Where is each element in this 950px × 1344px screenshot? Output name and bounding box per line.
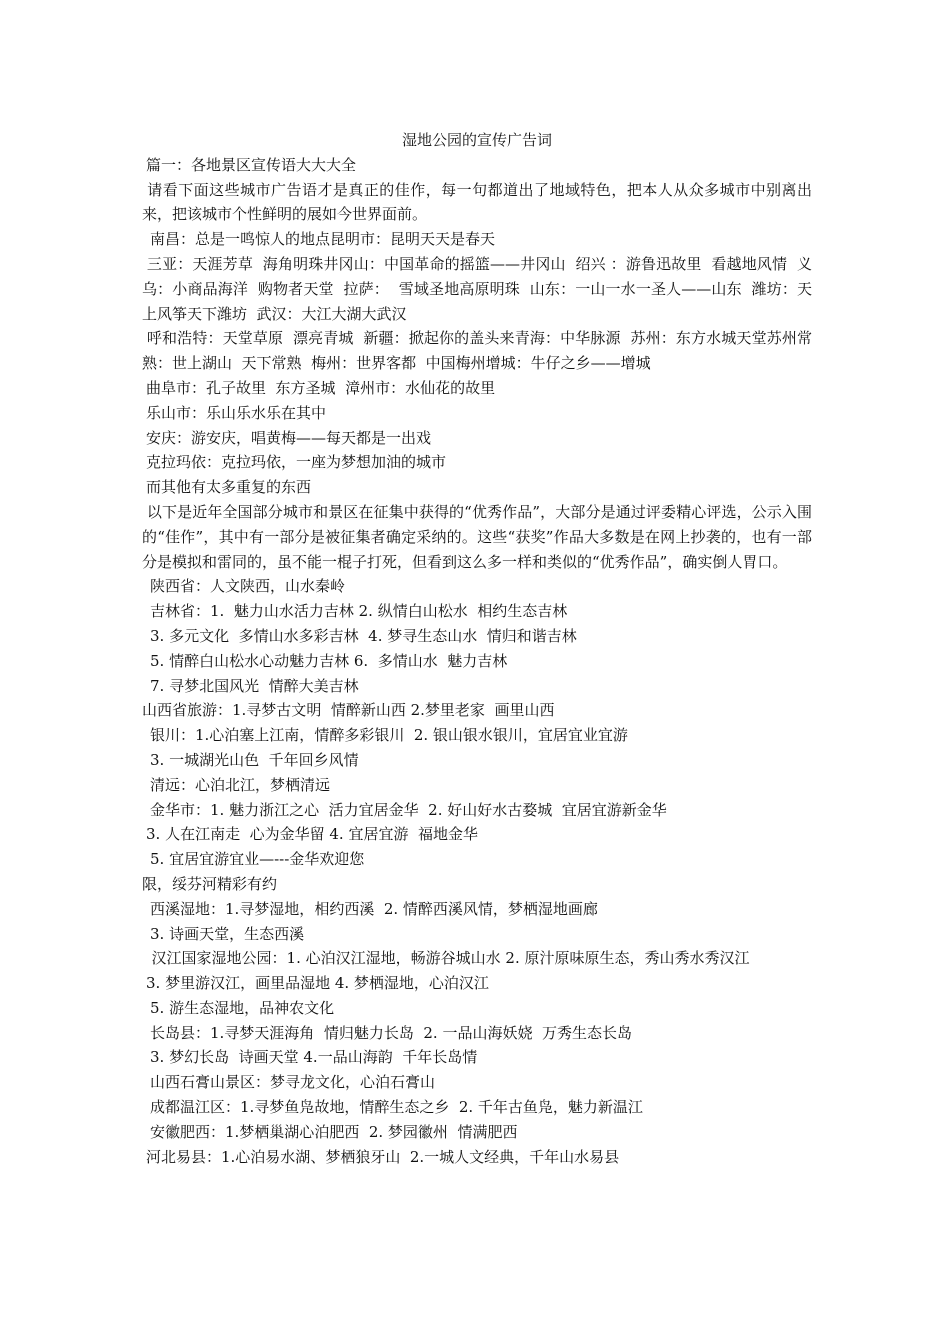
document-title: 湿地公园的宣传广告词 <box>401 131 552 149</box>
text-line: 篇一：各地景区宣传语大大大全 <box>146 155 357 174</box>
document-body <box>142 153 812 1170</box>
text-line: 山西石膏山景区：梦寻龙文化，心泊石膏山 <box>150 1073 436 1092</box>
text-line: 吉林省：1. 魅力山水活力吉林 2. 纵情白山松水 相约生态吉林 <box>150 602 568 621</box>
text-line: 西溪湿地：1.寻梦湿地，相约西溪 2. 情醉西溪风情，梦栖湿地画廊 <box>150 899 598 918</box>
text-line: 呼和浩特：天堂草原 漂亮青城 新疆：掀起你的盖头来青海：中华脉源 苏州：东方水城天堂苏州常熟：世上湖山 天下常熟 梅州：世界客都 中国梅州增城：牛仔之乡——增城 <box>142 329 812 373</box>
text-line: 3. 一城湖光山色 千年回乡风情 <box>150 750 359 769</box>
document-page <box>142 128 812 1169</box>
text-line: 7. 寻梦北国风光 情醉大美吉林 <box>150 676 359 695</box>
text-line: 3. 人在江南走 心为金华留 4. 宜居宜游 福地金华 <box>146 825 479 844</box>
text-line: 5. 游生态湿地，品神农文化 <box>150 998 335 1017</box>
text-line: 请看下面这些城市广告语才是真正的佳作，每一句都道出了地域特色，把本人从众多城市中别离出来，把该城市个性鲜明的展如今世界面前。 <box>142 180 812 224</box>
text-line: 南昌：总是一鸣惊人的地点昆明市：昆明天天是春天 <box>150 230 496 249</box>
text-line: 河北易县：1.心泊易水湖、梦栖狼牙山 2.一城人文经典，千年山水易县 <box>146 1147 620 1166</box>
text-line: 以下是近年全国部分城市和景区在征集中获得的“优秀作品”，大部分是通过评委精心评选，公示入围的“佳作”，其中有一部分是被征集者确定采纳的。这些“获奖”作品大多数是在网上抄袭的，也有一部分是模拟和雷同的，虽不能一棍子打死，但看到这么多一样和类似的“优秀作品”，确实倒人胃口。 <box>142 502 812 571</box>
text-line: 3. 多元文化 多情山水多彩吉林 4. 梦寻生态山水 情归和谐吉林 <box>150 626 577 645</box>
text-line: 安徽肥西：1.梦栖巢湖心泊肥西 2. 梦园徽州 情满肥西 <box>150 1122 518 1141</box>
text-line: 乐山市：乐山乐水乐在其中 <box>146 403 327 422</box>
text-line: 长岛县：1.寻梦天涯海角 情归魅力长岛 2. 一品山海妖娆 万秀生态长岛 <box>150 1023 633 1042</box>
text-line: 汉江国家湿地公园：1. 心泊汉江湿地，畅游谷城山水 2. 原汁原味原生态，秀山秀水秀汉江 <box>142 949 750 968</box>
text-line: 金华市：1. 魅力浙江之心 活力宜居金华 2. 好山好水古婺城 宜居宜游新金华 <box>150 800 667 819</box>
text-line: 限，绥芬河精彩有约 <box>142 874 278 893</box>
text-line: 陕西省：人文陕西，山水秦岭 <box>150 577 346 596</box>
text-line: 而其他有太多重复的东西 <box>146 478 312 497</box>
text-line: 3. 梦里游汉江，画里品湿地 4. 梦栖湿地，心泊汉江 <box>146 974 489 993</box>
text-line: 3. 梦幻长岛 诗画天堂 4.一品山海韵 千年长岛情 <box>150 1048 478 1067</box>
text-line: 成都温江区：1.寻梦鱼凫故地，情醉生态之乡 2. 千年古鱼凫，魅力新温江 <box>150 1098 643 1117</box>
text-line: 克拉玛依：克拉玛依，一座为梦想加油的城市 <box>146 453 447 472</box>
text-line: 5. 情醉白山松水心动魅力吉林 6. 多情山水 魅力吉林 <box>150 651 508 670</box>
text-line: 山西省旅游：1.寻梦古文明 情醉新山西 2.梦里老家 画里山西 <box>142 701 555 720</box>
text-line: 清远：心泊北江，梦栖清远 <box>150 775 331 794</box>
text-line: 5. 宜居宜游宜业—---金华欢迎您 <box>150 850 365 869</box>
text-line: 曲阜市：孔子故里 东方圣城 漳州市：水仙花的故里 <box>146 378 496 397</box>
text-line: 银川：1.心泊塞上江南，情醉多彩银川 2. 银山银水银川，宜居宜业宜游 <box>150 726 628 745</box>
text-line: 3. 诗画天堂，生态西溪 <box>150 924 305 943</box>
text-line: 安庆：游安庆，唱黄梅——每天都是一出戏 <box>146 428 432 447</box>
text-line: 三亚：天涯芳草 海角明珠井冈山：中国革命的摇篮——井冈山 绍兴 ：游鲁迅故里 看越地风情 义乌：小商品海洋 购物者天堂 拉萨： 雪域圣地高原明珠 山东：一山一水一圣人——山东 潍坊：天上风筝天下潍坊 武汉：大江大湖大武汉 <box>142 254 812 323</box>
